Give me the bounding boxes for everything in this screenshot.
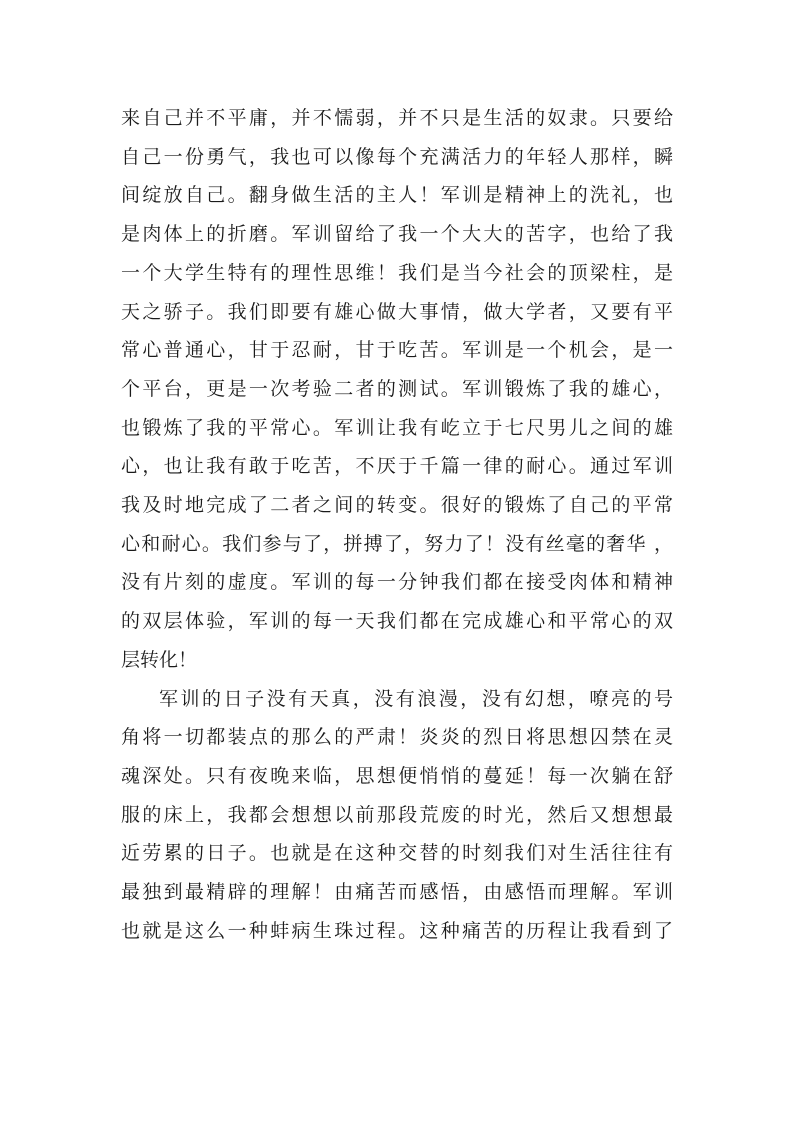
paragraph-line: 最独到最精辟的理解！由痛苦而感悟，由感悟而理解。军训 — [121, 881, 673, 903]
paragraph-line: 来自己并不平庸，并不懦弱，并不只是生活的奴隶。只要给 — [121, 107, 673, 129]
paragraph-line: 心，也让我有敢于吃苦，不厌于千篇一律的耐心。通过军训 — [121, 455, 673, 478]
paragraph-line: 心和耐心。我们参与了，拼搏了，努力了！没有丝毫的奢华 ， — [121, 532, 673, 555]
paragraph-line: 近劳累的日子。也就是在这种交替的时刻我们对生活往往有 — [121, 842, 673, 865]
paragraph-line: 常心普通心，甘于忍耐，甘于吃苦。军训是一个机会，是一 — [121, 339, 673, 362]
paragraph-line: 天之骄子。我们即要有雄心做大事情，做大学者，又要有平 — [121, 300, 673, 323]
paragraph-line: 的双层体验，军训的每一天我们都在完成雄心和平常心的双 — [121, 610, 673, 633]
paragraph-line: 间绽放自己。翻身做生活的主人！军训是精神上的洗礼，也 — [121, 184, 673, 207]
paragraph-line: 军训的日子没有天真，没有浪漫，没有幻想，嘹亮的号 — [159, 687, 673, 710]
paragraph-line: 自己一份勇气，我也可以像每个充满活力的年轻人那样，瞬 — [121, 145, 673, 168]
paragraph-line: 也就是这么一种蚌病生珠过程。这种痛苦的历程让我看到了 — [121, 919, 673, 942]
paragraph-line: 我及时地完成了二者之间的转变。很好的锻炼了自己的平常 — [121, 494, 673, 516]
paragraph-line: 层转化！ — [121, 648, 198, 671]
paragraph-line: 魂深处。只有夜晚来临，思想便悄悄的蔓延！每一次躺在舒 — [121, 764, 673, 787]
paragraph-line: 一个大学生特有的理性思维！我们是当今社会的顶梁柱，是 — [121, 261, 673, 284]
paragraph-line: 服的床上，我都会想想以前那段荒废的时光，然后又想想最 — [121, 803, 673, 826]
paragraph-line: 个平台，更是一次考验二者的测试。军训锻炼了我的雄心， — [121, 377, 673, 400]
paragraph-line: 角将一切都装点的那么的严肃！炎炎的烈日将思想囚禁在灵 — [121, 726, 673, 749]
paragraph-line: 没有片刻的虚度。军训的每一分钟我们都在接受肉体和精神 — [121, 571, 673, 594]
paragraph-line: 是肉体上的折磨。军训留给了我一个大大的苦字，也给了我 — [121, 223, 673, 246]
paragraph-line: 也锻炼了我的平常心。军训让我有屹立于七尺男儿之间的雄 — [121, 416, 673, 439]
